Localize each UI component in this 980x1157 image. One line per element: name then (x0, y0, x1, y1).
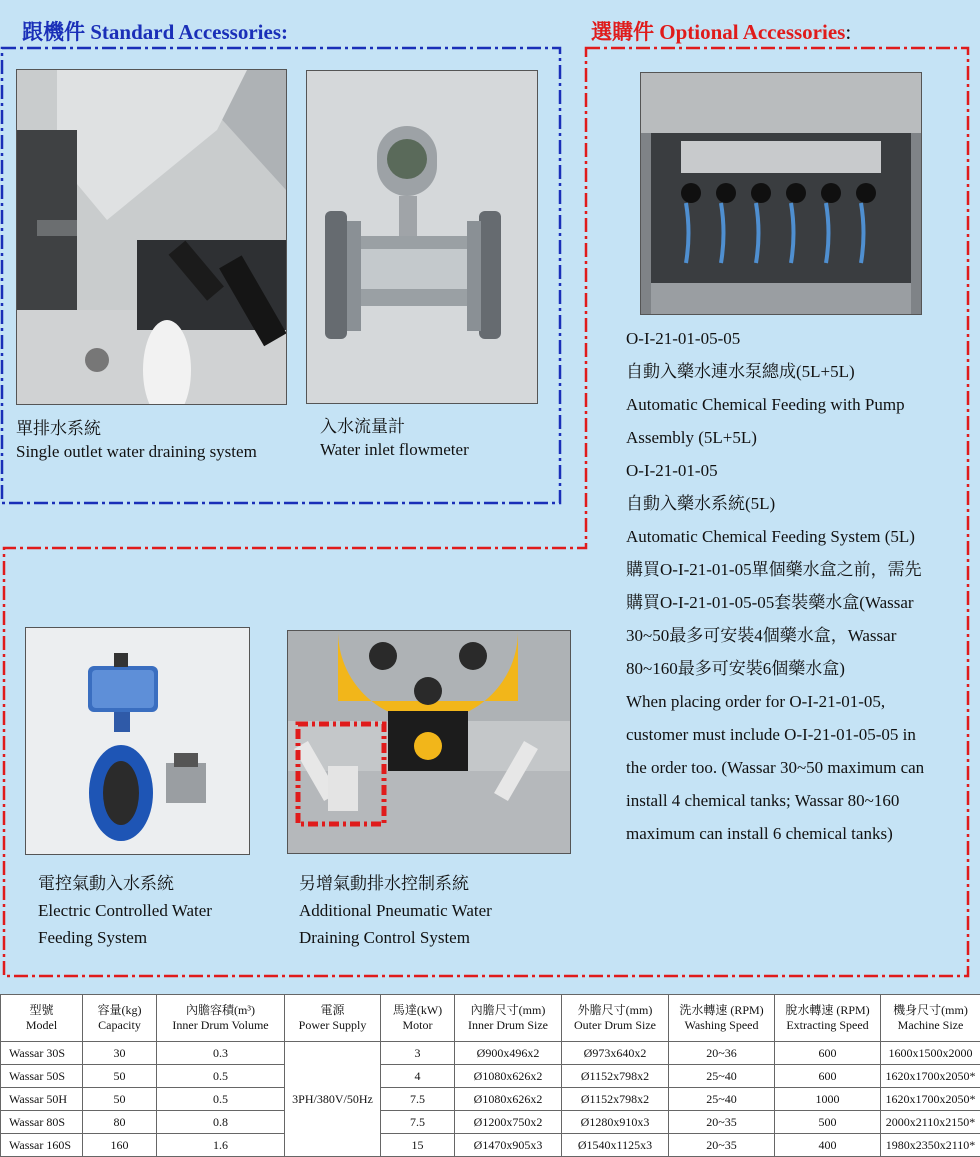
col-header-extracting-speed: 脫水轉速 (RPM) Extracting Speed (775, 995, 881, 1042)
caption-drain-zh: 單排水系統 (16, 417, 257, 440)
cell-power-supply: 3PH/380V/50Hz (285, 1042, 381, 1157)
optional-header-zh: 選購件 (591, 20, 654, 44)
col-header-washing-speed: 洗水轉速 (RPM) Washing Speed (669, 995, 775, 1042)
optional-line: the order too. (Wassar 30~50 maximum can (626, 751, 966, 784)
optional-line: Automatic Chemical Feeding System (5L) (626, 520, 966, 553)
cell-machine-size: 1620x1700x2050* (881, 1065, 980, 1088)
table-row (1, 1134, 980, 1157)
table-row (1, 1088, 980, 1111)
chemical-pump-photo (640, 72, 922, 315)
optional-line: 自動入藥水系統(5L) (626, 487, 966, 520)
optional-line: O-I-21-01-05-05 (626, 322, 966, 355)
butterfly-valve-photo (25, 627, 250, 855)
col-header-power: 電源 Power Supply (285, 995, 381, 1042)
cell-washing-speed: 25~40 (669, 1088, 775, 1111)
col-header-inner-size: 內膽尺寸(mm) Inner Drum Size (455, 995, 562, 1042)
optional-line: Assembly (5L+5L) (626, 421, 966, 454)
optional-accessories-header (591, 16, 851, 46)
caption-pneumatic-drain-en-1: Additional Pneumatic Water (299, 897, 492, 924)
optional-line: customer must include O-I-21-01-05-05 in (626, 718, 966, 751)
cell-machine-size: 1980x2350x2110* (881, 1134, 980, 1157)
cell-capacity: 50 (83, 1065, 157, 1088)
cell-model: Wassar 50H (1, 1088, 83, 1111)
cell-volume: 0.5 (157, 1088, 285, 1111)
cell-model: Wassar 160S (1, 1134, 83, 1157)
cell-outer-size: Ø1152x798x2 (562, 1088, 669, 1111)
cell-inner-size: Ø1200x750x2 (455, 1111, 562, 1134)
cell-volume: 1.6 (157, 1134, 285, 1157)
cell-capacity: 30 (83, 1042, 157, 1065)
cell-washing-speed: 25~40 (669, 1065, 775, 1088)
table-row (1, 1042, 980, 1065)
optional-header-colon: : (845, 20, 851, 44)
cell-machine-size: 2000x2110x2150* (881, 1111, 980, 1134)
optional-header-en: Optional Accessories (659, 20, 845, 44)
optional-line: 30~50最多可安裝4個藥水盒，Wassar (626, 619, 966, 652)
cell-volume: 0.5 (157, 1065, 285, 1088)
optional-line: When placing order for O-I-21-01-05, (626, 685, 966, 718)
optional-description (626, 322, 966, 850)
col-header-volume: 內膽容積(m³) Inner Drum Volume (157, 995, 285, 1042)
col-header-motor: 馬達(kW) Motor (381, 995, 455, 1042)
caption-pneumatic-drain-zh: 另增氣動排水控制系統 (299, 870, 492, 897)
cell-outer-size: Ø1540x1125x3 (562, 1134, 669, 1157)
table-row (1, 1065, 980, 1088)
cell-washing-speed: 20~35 (669, 1111, 775, 1134)
col-header-machine-size: 機身尺寸(mm) Machine Size (881, 995, 980, 1042)
optional-line: 80~160最多可安裝6個藥水盒) (626, 652, 966, 685)
caption-water-feeding-en-1: Electric Controlled Water (38, 897, 212, 924)
spec-header-row (1, 995, 980, 1042)
cell-extracting-speed: 600 (775, 1042, 881, 1065)
cell-model: Wassar 50S (1, 1065, 83, 1088)
cell-model: Wassar 30S (1, 1042, 83, 1065)
cell-motor: 4 (381, 1065, 455, 1088)
cell-volume: 0.3 (157, 1042, 285, 1065)
optional-line: O-I-21-01-05 (626, 454, 966, 487)
optional-line: maximum can install 6 chemical tanks) (626, 817, 966, 850)
optional-line: 購買O-I-21-01-05單個藥水盒之前，需先 (626, 553, 966, 586)
spec-table (0, 994, 980, 1157)
table-row (1, 1111, 980, 1134)
caption-water-feeding-zh: 電控氣動入水系統 (38, 870, 212, 897)
cell-capacity: 160 (83, 1134, 157, 1157)
drain-valve-photo (16, 69, 287, 405)
cell-inner-size: Ø1080x626x2 (455, 1088, 562, 1111)
cell-inner-size: Ø900x496x2 (455, 1042, 562, 1065)
cell-model: Wassar 80S (1, 1111, 83, 1134)
caption-water-feeding-en-2: Feeding System (38, 924, 212, 951)
cell-inner-size: Ø1080x626x2 (455, 1065, 562, 1088)
cell-motor: 15 (381, 1134, 455, 1157)
cell-machine-size: 1620x1700x2050* (881, 1088, 980, 1111)
optional-line: Automatic Chemical Feeding with Pump (626, 388, 966, 421)
cell-washing-speed: 20~36 (669, 1042, 775, 1065)
caption-water-feeding (38, 870, 212, 951)
cell-capacity: 50 (83, 1088, 157, 1111)
caption-pneumatic-drain-en-2: Draining Control System (299, 924, 492, 951)
col-header-model: 型號 Model (1, 995, 83, 1042)
cell-extracting-speed: 1000 (775, 1088, 881, 1111)
cell-extracting-speed: 500 (775, 1111, 881, 1134)
cell-washing-speed: 20~35 (669, 1134, 775, 1157)
cell-extracting-speed: 600 (775, 1065, 881, 1088)
caption-flowmeter-en: Water inlet flowmeter (320, 438, 469, 461)
optional-line: 購買O-I-21-01-05-05套裝藥水盒(Wassar (626, 586, 966, 619)
cell-motor: 3 (381, 1042, 455, 1065)
optional-line: 自動入藥水連水泵總成(5L+5L) (626, 355, 966, 388)
caption-drain-en: Single outlet water draining system (16, 440, 257, 463)
flowmeter-photo (306, 70, 538, 404)
cell-motor: 7.5 (381, 1088, 455, 1111)
cell-machine-size: 1600x1500x2000 (881, 1042, 980, 1065)
standard-header-zh: 跟機件 (22, 20, 85, 44)
cell-extracting-speed: 400 (775, 1134, 881, 1157)
cell-outer-size: Ø1280x910x3 (562, 1111, 669, 1134)
cell-outer-size: Ø973x640x2 (562, 1042, 669, 1065)
caption-flowmeter (320, 415, 469, 461)
cell-outer-size: Ø1152x798x2 (562, 1065, 669, 1088)
standard-accessories-header (22, 16, 288, 46)
cell-inner-size: Ø1470x905x3 (455, 1134, 562, 1157)
cell-capacity: 80 (83, 1111, 157, 1134)
cell-motor: 7.5 (381, 1111, 455, 1134)
standard-header-en: Standard Accessories: (90, 20, 288, 44)
cell-volume: 0.8 (157, 1111, 285, 1134)
col-header-outer-size: 外膽尺寸(mm) Outer Drum Size (562, 995, 669, 1042)
optional-line: install 4 chemical tanks; Wassar 80~160 (626, 784, 966, 817)
col-header-capacity: 容量(kg) Capacity (83, 995, 157, 1042)
pneumatic-drain-photo (287, 630, 571, 854)
caption-flowmeter-zh: 入水流量計 (320, 415, 469, 438)
caption-pneumatic-drain (299, 870, 492, 951)
caption-drain-system (16, 417, 257, 463)
